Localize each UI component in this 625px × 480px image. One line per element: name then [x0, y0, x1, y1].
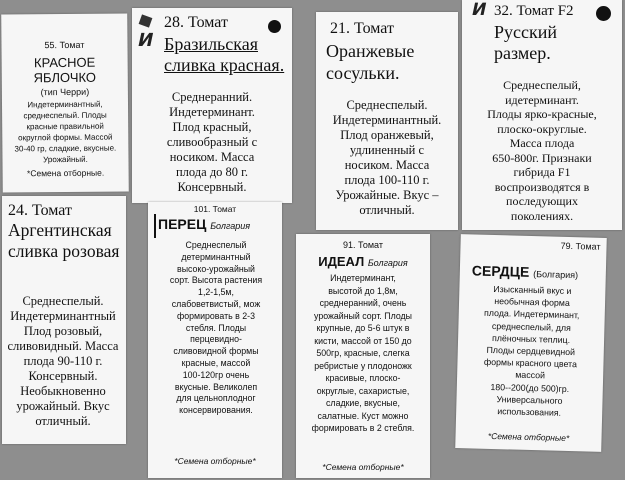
- variety-description: Среднеранний. Индетерминант. Плод красный, сливообразный с носиком. Масса плода до 80 г. Консервный.: [166, 90, 258, 194]
- variety-name: Русский размер.: [494, 22, 557, 63]
- variety-name: [472, 262, 579, 281]
- card-number: 79. Томат: [560, 240, 601, 252]
- variety-description: Среднеспелый. Индетерминантный. Плод оранжевый, удлиненный с носиком. Масса плода 100-110 г. Урожайные. Вкус – отличный.: [332, 98, 442, 217]
- seed-card-21: [316, 12, 458, 230]
- seed-card-24: [2, 196, 126, 444]
- card-number: 28. Томат: [164, 14, 228, 31]
- variety-name: [158, 216, 250, 232]
- card-number: 21. Томат: [330, 20, 394, 37]
- variety-name: Бразильская сливка красная.: [164, 34, 285, 75]
- card-number: 91. Томат: [343, 240, 383, 250]
- ink-scribble: [139, 14, 153, 27]
- origin-country: Болгария: [367, 258, 408, 268]
- variety-description: Среднеспелый, идетерминант. Плоды ярко-красные, плоско-округлые. Масса плода 650-800г. Признаки гибрида F1 воспроизводятся в последующих поколениях.: [487, 78, 597, 223]
- variety-description: Среднеспелый детерминантный высоко-урожайный сорт. Высота растения 1,2-1,5м, слабоветвистый, мож формировать в 2-3 стебля. Плоды перцевидно- сливовидной формы красные, массой 100-120гр очень вкусные. Великолеп для цельноплодног консервирования.: [169, 240, 263, 416]
- ink-stroke: [154, 214, 156, 238]
- card-number: 55. Томат: [44, 39, 85, 51]
- variety-name: КРАСНОЕ ЯБЛОЧКО: [33, 54, 97, 86]
- card-footer: *Семена отборные*: [322, 462, 404, 472]
- handwritten-mark: И: [135, 30, 156, 51]
- seed-card-79: [455, 234, 607, 452]
- variety-name-text: ИДЕАЛ: [318, 254, 365, 269]
- variety-name-text: СЕРДЦЕ: [471, 262, 530, 280]
- card-footer: *Семена отборные*: [174, 456, 256, 466]
- seed-card-28: [132, 8, 292, 203]
- seed-card-32: [462, 0, 622, 230]
- variety-name: Аргентинская сливка розовая: [8, 220, 120, 261]
- variety-subtitle: (тип Черри): [40, 86, 90, 98]
- variety-name-text: ПЕРЕЦ: [158, 216, 207, 232]
- card-footer: *Семена отборные.: [26, 167, 105, 179]
- variety-description: Изысканный вкус и необычная форма плода. Индетерминант, среднеспелый, для плёночных теплиц. Плоды сердцевидной формы красного цвета массой 180--200(до 500)гр. Универсального использования.: [483, 283, 580, 418]
- variety-description: Среднеспелый. Индетерминантный Плод розовый, сливовидный. Масса плода 90-110 г. Консервный. Необыкновенно урожайный. Вкус отличный.: [7, 294, 119, 428]
- card-number: 32. Томат F2: [494, 3, 574, 19]
- card-footer: *Семена отборные*: [487, 430, 570, 444]
- variety-name: [296, 254, 430, 269]
- handwritten-mark: И: [469, 0, 489, 20]
- black-dot-marker: [268, 20, 281, 33]
- seed-card-55: [1, 13, 129, 192]
- variety-description: Индетерминантный, среднеспелый. Плоды красные правильной округлой формы. Массой 30-40 гр, сладкие, вкусные. Урожайный.: [14, 99, 117, 165]
- seed-card-101: [148, 202, 282, 478]
- card-number: 24. Томат: [8, 202, 72, 219]
- black-dot-marker: [596, 6, 611, 21]
- card-number: 101. Томат: [193, 204, 237, 214]
- variety-name: Оранжевые сосульки.: [326, 41, 415, 83]
- variety-description: Индетерминант, высотой до 1,8м, среднеранний, очень урожайный сорт. Плоды крупные, до 5-6 штук в кисти, массой от 150 до 500гр, красные, слегка ребристые у плодоножк красивые, плоско- округлые, сахаристые, сладкие, вкусные, салатные. Куст можно формировать в 2 стебля.: [311, 273, 415, 433]
- origin-country: Болгария: [210, 221, 251, 231]
- origin-country: (Болгария): [533, 269, 579, 281]
- seed-card-91: [296, 234, 430, 478]
